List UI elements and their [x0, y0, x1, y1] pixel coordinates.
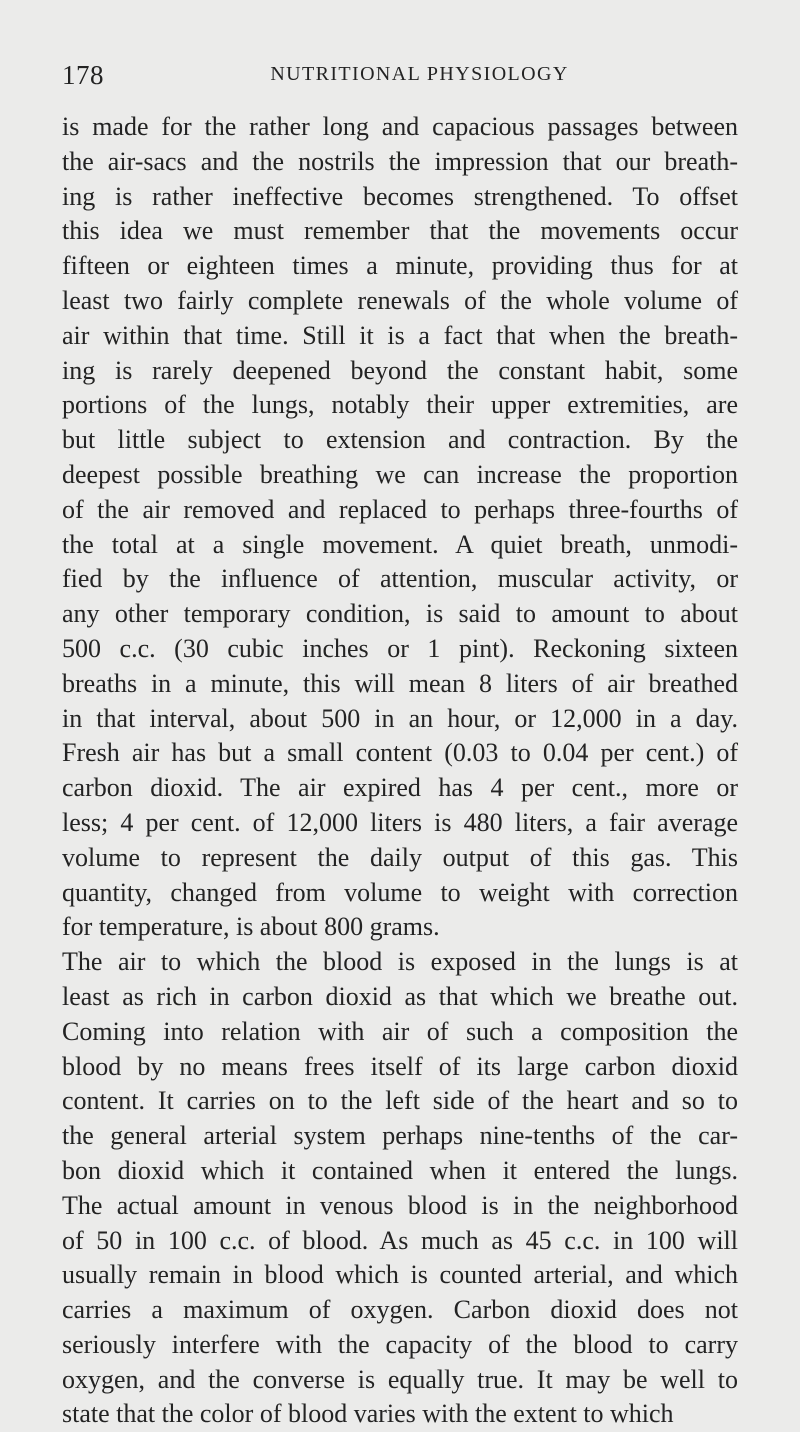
text-line: is made for the rather long and capacious passages between [62, 112, 738, 141]
text-line: oxygen, and the converse is equally true. It may be well to [62, 1364, 738, 1394]
text-line: The actual amount in venous blood is in the neighborhood [62, 1190, 738, 1220]
text-line: Fresh air has but a small content (0.03 to 0.04 per cent.) of [62, 738, 738, 768]
text-line: bon dioxid which it contained when it entered the lungs. [62, 1155, 738, 1185]
text-line: in that interval, about 500 in an hour, or 12,000 in a day. [62, 703, 738, 733]
text-line: carries a maximum of oxygen. Carbon dioxid does not [62, 1295, 738, 1325]
text-line: The air to which the blood is exposed in the lungs is at [62, 947, 738, 977]
text-line: ing is rather ineffective becomes strengthened. To offset [62, 181, 738, 211]
text-line: least two fairly complete renewals of the whole volume of [62, 285, 738, 315]
text-line: breaths in a minute, this will mean 8 liters of air breathed [62, 668, 738, 698]
body-text [62, 110, 738, 1432]
text-line: quantity, changed from volume to weight with correction [62, 877, 738, 907]
text-line: usually remain in blood which is counted arterial, and which [62, 1260, 738, 1290]
text-line: this idea we must remember that the movements occur [62, 216, 738, 246]
page-number: 178 [62, 60, 104, 90]
text-line: but little subject to extension and contraction. By the [62, 425, 738, 455]
text-line: of 50 in 100 c.c. of blood. As much as 45 c.c. in 100 will [62, 1225, 738, 1255]
text-line: carbon dioxid. The air expired has 4 per cent., more or [62, 773, 738, 803]
page-header [62, 60, 737, 94]
text-line: seriously interfere with the capacity of the blood to carry [62, 1329, 738, 1359]
text-line: Coming into relation with air of such a composition the [62, 1016, 738, 1046]
text-line: air within that time. Still it is a fact that when the breath- [62, 320, 738, 350]
text-line: content. It carries on to the left side of the heart and so to [62, 1086, 738, 1116]
text-line: the air-sacs and the nostrils the impression that our breath- [62, 146, 738, 176]
running-head: NUTRITIONAL PHYSIOLOGY [270, 63, 569, 85]
text-line: of the air removed and replaced to perhaps three-fourths of [62, 494, 738, 524]
text-line: 500 c.c. (30 cubic inches or 1 pint). Reckoning sixteen [62, 633, 738, 663]
text-line: portions of the lungs, notably their upper extremities, are [62, 390, 738, 420]
text-line: blood by no means frees itself of its large carbon dioxid [62, 1051, 738, 1081]
text-line: state that the color of blood varies with the extent to which [62, 1399, 674, 1429]
text-line: least as rich in carbon dioxid as that which we breathe out. [62, 981, 738, 1011]
text-line: deepest possible breathing we can increase the proportion [62, 459, 738, 489]
text-line: fifteen or eighteen times a minute, providing thus for at [62, 251, 738, 281]
text-line: the general arterial system perhaps nine-tenths of the car- [62, 1121, 738, 1151]
text-line: ing is rarely deepened beyond the constant habit, some [62, 355, 738, 385]
text-line: fied by the influence of attention, muscular activity, or [62, 564, 738, 594]
text-line: less; 4 per cent. of 12,000 liters is 480 liters, a fair average [62, 807, 738, 837]
text-line: any other temporary condition, is said to amount to about [62, 599, 738, 629]
text-line: volume to represent the daily output of this gas. This [62, 842, 738, 872]
text-line: for temperature, is about 800 grams. [62, 912, 440, 942]
text-line: the total at a single movement. A quiet breath, unmodi- [62, 529, 738, 559]
